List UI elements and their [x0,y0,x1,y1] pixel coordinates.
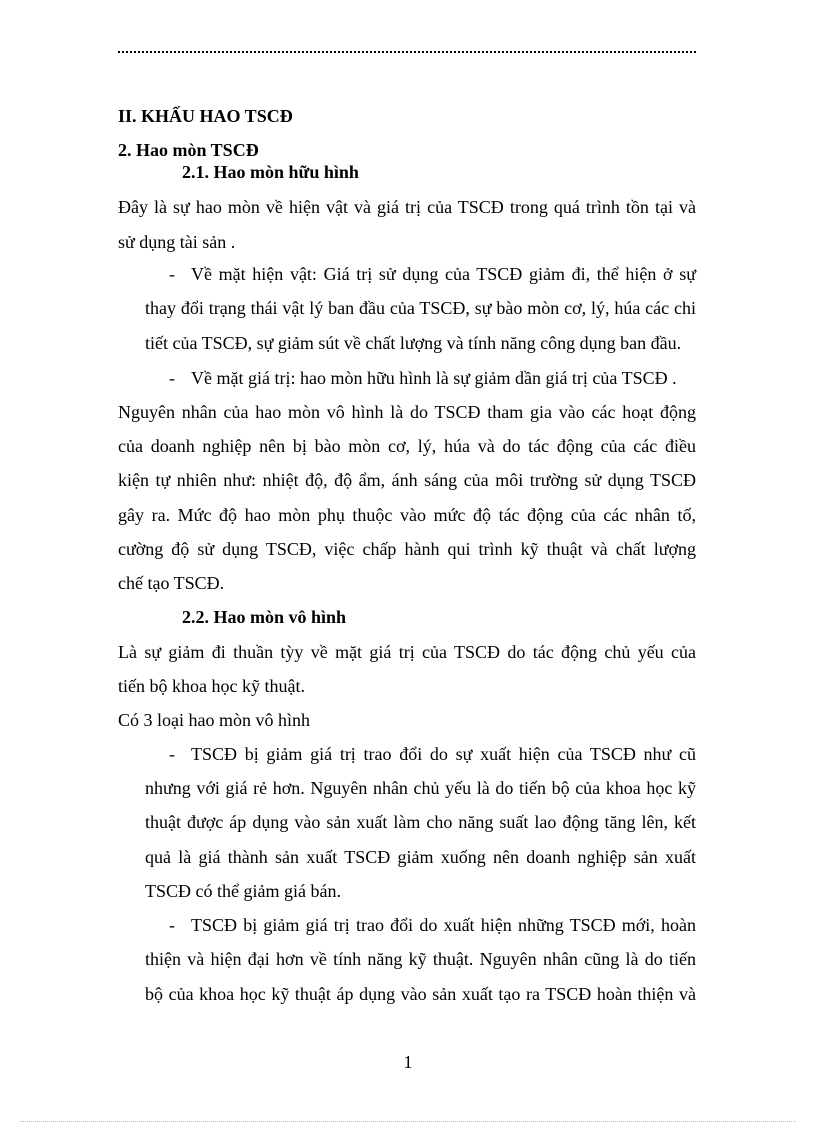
bullet-item [169,264,696,284]
paragraph-line: sử dụng tài sản . [118,232,236,252]
bullet-item [169,744,696,764]
bullet-text: TSCĐ bị giảm giá trị trao đổi do sự xuất hiện của TSCĐ như cũ [191,744,696,764]
paragraph-line: Có 3 loại hao mòn vô hình [118,710,310,730]
bullet-item [169,915,696,935]
paragraph-line: Nguyên nhân của hao mòn vô hình là do TSCĐ tham gia vào các hoạt động [118,402,696,422]
subsection-heading: 2. Hao mòn TSCĐ [118,140,259,160]
bullet-continuation-line: tiết của TSCĐ, sự giảm sút về chất lượng và tính năng công dụng ban đầu. [145,333,682,353]
bullet-dash: - [169,368,175,388]
page-number: 1 [403,1052,413,1072]
paragraph-line: chế tạo TSCĐ. [118,573,225,593]
bullet-continuation-line: thiện và hiện đại hơn về tính năng kỹ thuật. Nguyên nhân cũng là do tiến [145,949,696,969]
bullet-text: TSCĐ bị giảm giá trị trao đổi do xuất hiện những TSCĐ mới, hoàn [191,915,696,935]
bullet-dash: - [169,915,175,935]
subsubsection-heading-2-2: 2.2. Hao mòn vô hình [182,607,347,627]
bullet-text: Về mặt giá trị: hao mòn hữu hình là sự giảm dần giá trị của TSCĐ . [191,368,677,388]
bullet-dash: - [169,264,175,284]
section-heading: II. KHẤU HAO TSCĐ [118,106,293,126]
paragraph-line: kiện tự nhiên như: nhiệt độ, độ ẩm, ánh sáng của môi trường sử dụng TSCĐ [118,470,696,490]
bullet-text: Về mặt hiện vật: Giá trị sử dụng của TSCĐ giảm đi, thể hiện ở sự [191,264,696,284]
bullet-continuation-line: thay đổi trạng thái vật lý ban đầu của TSCĐ, sự bào mòn cơ, lý, húa các chi [145,298,696,318]
bullet-item [169,368,696,388]
paragraph-line: cường độ sử dụng TSCĐ, việc chấp hành qui trình kỹ thuật và chất lượng [118,539,696,559]
subsubsection-heading-2-1: 2.1. Hao mòn hữu hình [182,162,359,182]
bullet-dash: - [169,744,175,764]
bullet-continuation-line: bộ của khoa học kỹ thuật áp dụng vào sản xuất tạo ra TSCĐ hoàn thiện và [145,984,696,1004]
paragraph-line: của doanh nghiệp nên bị bào mòn cơ, lý, húa và do tác động của các điều [118,436,696,456]
paragraph-line: Là sự giảm đi thuần tỳy về mặt giá trị của TSCĐ do tác động chủ yếu của [118,642,696,662]
page-bottom-edge [20,1121,796,1122]
paragraph-line: tiến bộ khoa học kỹ thuật. [118,676,305,696]
bullet-continuation-line: quả là giá thành sản xuất TSCĐ giảm xuống nên doanh nghiệp sản xuất [145,847,696,867]
bullet-continuation-line: TSCĐ có thể giảm giá bán. [145,881,341,901]
bullet-continuation-line: thuật được áp dụng vào sản xuất làm cho năng suất lao động tăng lên, kết [145,812,696,832]
paragraph-line: gây ra. Mức độ hao mòn phụ thuộc vào mức độ tác động của các nhân tố, [118,505,696,525]
bullet-continuation-line: nhưng với giá rẻ hơn. Nguyên nhân chủ yếu là do tiến bộ của khoa học kỹ [145,778,696,798]
paragraph-line: Đây là sự hao mòn về hiện vật và giá trị của TSCĐ trong quá trình tồn tại và [118,197,696,217]
header-dotted-rule [118,51,696,53]
